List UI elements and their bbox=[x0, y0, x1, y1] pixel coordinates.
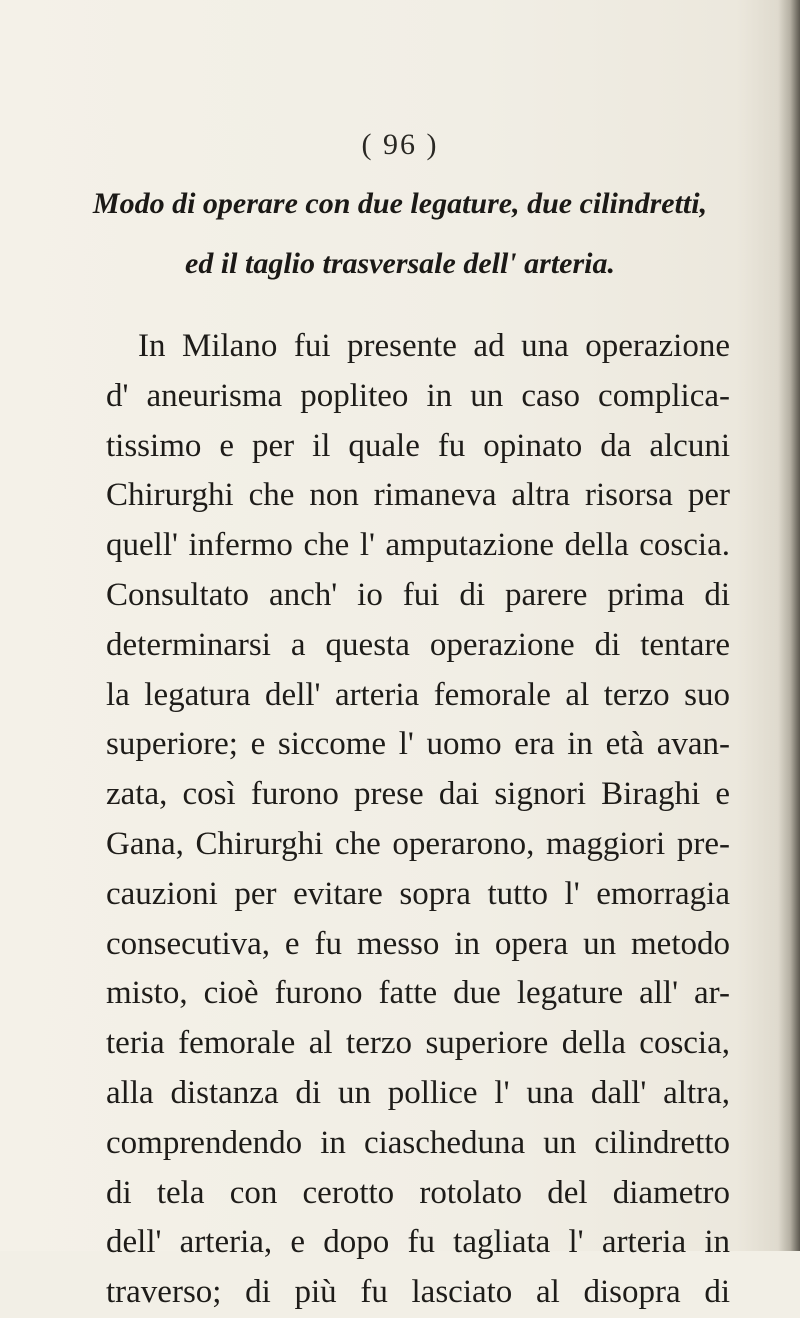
text-line: di tela con cerotto rotolato del diametro bbox=[106, 1174, 730, 1211]
text-line: alla distanza di un pollice l' una dall' altra, bbox=[106, 1074, 730, 1111]
text-line: la legatura dell' arteria femorale al terzo suo bbox=[106, 676, 730, 713]
section-heading-line-2: ed il taglio trasversale dell' arteria. bbox=[185, 247, 615, 280]
text-line: comprendendo in ciascheduna un cilindretto bbox=[106, 1124, 730, 1161]
text-line: traverso; di più fu lasciato al disopra di bbox=[106, 1274, 730, 1311]
text-line: Chirurghi che non rimaneva altra risorsa per bbox=[106, 477, 730, 514]
page-edge-shadow bbox=[778, 0, 800, 1251]
text-line: teria femorale al terzo superiore della coscia, bbox=[106, 1025, 730, 1062]
page-number: ( 96 ) bbox=[361, 128, 439, 161]
text-line: cauzioni per evitare sopra tutto l' emorragia bbox=[106, 875, 730, 912]
text-line: misto, cioè furono fatte due legature all' ar- bbox=[106, 975, 730, 1012]
text-line: Consultato anch' io fui di parere prima di bbox=[106, 576, 730, 613]
text-line: zata, così furono prese dai signori Biraghi e bbox=[106, 776, 730, 813]
text-line: tissimo e per il quale fu opinato da alcuni bbox=[106, 427, 730, 464]
text-line: In Milano fui presente ad una operazione bbox=[138, 328, 730, 364]
text-line: quell' infermo che l' amputazione della coscia. bbox=[106, 527, 730, 564]
text-line: Gana, Chirurghi che operarono, maggiori pre- bbox=[106, 825, 730, 862]
body-paragraph bbox=[106, 322, 730, 1318]
section-heading-line-1: Modo di operare con due legature, due cilindretti, bbox=[92, 187, 708, 220]
text-line: superiore; e siccome l' uomo era in età avan- bbox=[106, 726, 730, 763]
text-line: d' aneurisma popliteo in un caso complica- bbox=[106, 377, 730, 414]
text-line: dell' arteria, e dopo fu tagliata l' arteria in bbox=[106, 1224, 730, 1261]
text-line: consecutiva, e fu messo in opera un metodo bbox=[106, 925, 730, 962]
text-line: determinarsi a questa operazione di tentare bbox=[106, 626, 730, 663]
